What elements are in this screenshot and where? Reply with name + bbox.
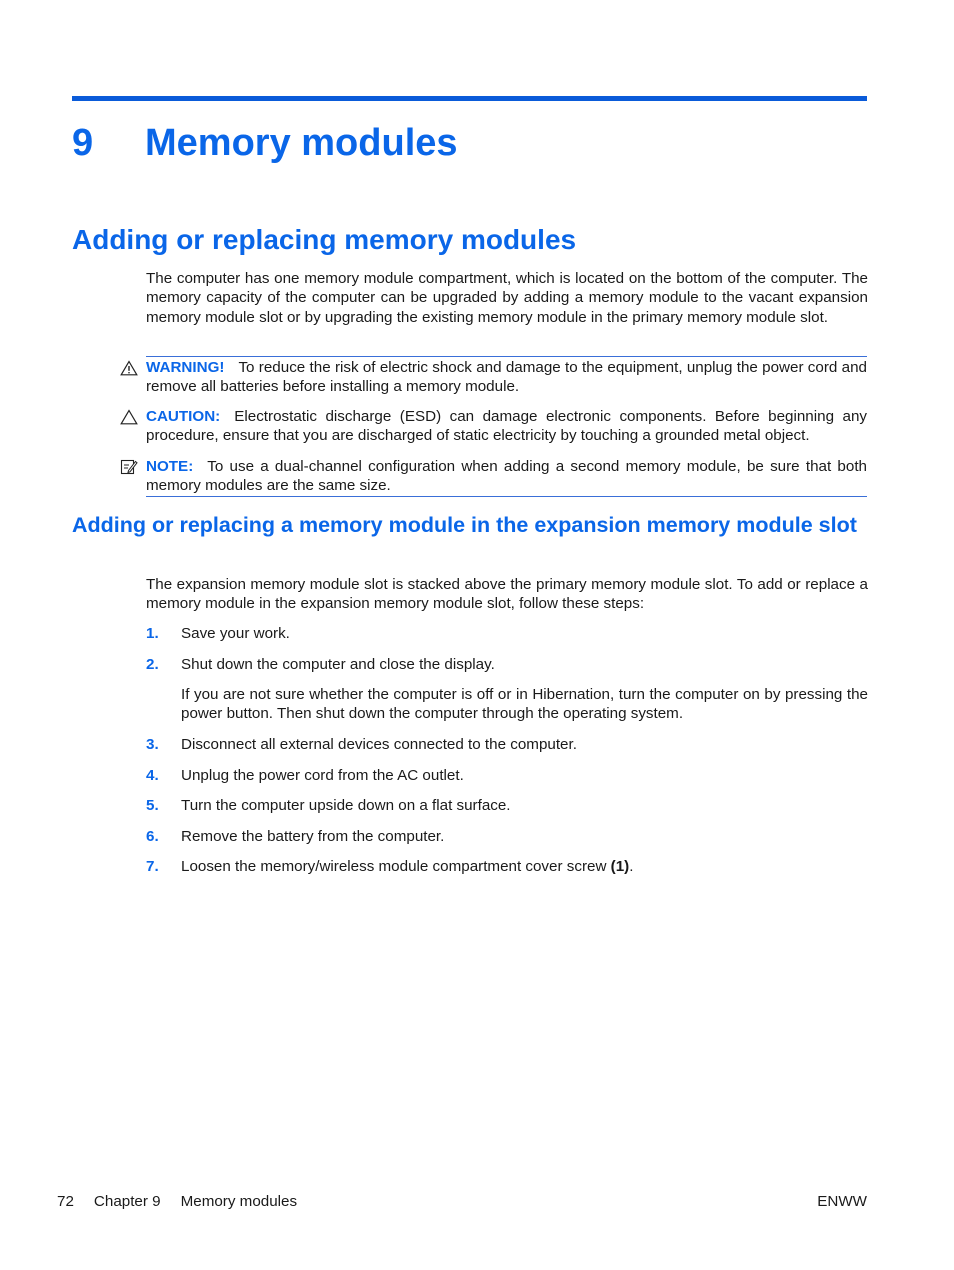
note-pencil-icon (120, 458, 138, 476)
step-text-tail: . (629, 858, 634, 876)
chapter-heading (72, 118, 458, 168)
footer-chapter-label: Chapter 9 (93, 1193, 161, 1210)
step-text: Loosen the memory/wireless module compartment cover screw (181, 858, 611, 876)
warning-label: WARNING! (146, 359, 225, 376)
chapter-number: 9 (72, 122, 94, 164)
step-item (146, 735, 868, 754)
step-item (146, 796, 868, 815)
warning-text: To reduce the risk of electric shock and damage to the equipment, unplug the power cord and remove all batteries before installing a memory module. (146, 359, 867, 396)
step-text: Remove the battery from the computer. (181, 827, 445, 845)
step-number: 5. (146, 797, 159, 815)
step-number: 4. (146, 766, 159, 784)
notice-top-rule (146, 356, 867, 357)
note-text: To use a dual-channel configuration when adding a second memory module, be sure that both memory modules are the same size. (146, 458, 867, 495)
step-text: Unplug the power cord from the AC outlet. (181, 766, 464, 784)
notice-bottom-rule (146, 496, 867, 497)
note-notice (146, 457, 867, 496)
footer-chapter-title: Memory modules (180, 1193, 298, 1210)
step-item (146, 827, 868, 846)
step-item (146, 624, 868, 643)
caution-triangle-icon (120, 409, 138, 425)
chapter-top-rule (72, 96, 867, 101)
subsection-intro: The expansion memory module slot is stacked above the primary memory module slot. To add or replace a memory module in the expansion memory module slot, follow these steps: (146, 576, 868, 613)
caution-label: CAUTION: (146, 408, 221, 425)
section-intro: The computer has one memory module compartment, which is located on the bottom of the computer. The memory capacity of the computer can be upgraded by adding a memory module to the vacant expansion memory module slot or by upgrading the existing memory module in the primary memory module slot. (146, 270, 868, 326)
step-number: 3. (146, 736, 159, 753)
warning-notice (146, 358, 867, 397)
footer-left (57, 1193, 317, 1210)
page-number: 72 (57, 1193, 74, 1210)
step-number: 6. (146, 827, 159, 845)
step-text: Shut down the computer and close the display. (181, 655, 495, 673)
step-text: Turn the computer upside down on a flat surface. (181, 797, 511, 815)
step-item (146, 857, 868, 876)
chapter-title: Memory modules (145, 122, 458, 164)
footer-code: ENWW (817, 1193, 867, 1210)
caution-notice (146, 407, 867, 446)
step-number: 1. (146, 625, 159, 642)
caution-text: Electrostatic discharge (ESD) can damage electronic components. Before beginning any procedure, ensure that you are discharged of static electricity by touching a grounded metal object. (146, 408, 867, 445)
section-heading: Adding or replacing memory modules (72, 224, 577, 255)
step-number: 2. (146, 655, 159, 673)
step-item (146, 655, 868, 724)
step-text: Save your work. (181, 625, 290, 642)
subsection-heading: Adding or replacing a memory module in the expansion memory module slot (72, 513, 857, 537)
step-extra-text: If you are not sure whether the computer is off or in Hibernation, turn the computer on by pressing the power button. Then shut down the computer through the operating system. (181, 686, 868, 723)
step-text: Disconnect all external devices connected to the computer. (181, 736, 577, 753)
note-label: NOTE: (146, 458, 194, 475)
step-number: 7. (146, 858, 159, 876)
step-item (146, 766, 868, 785)
warning-triangle-icon (120, 360, 138, 376)
steps-list (146, 624, 868, 888)
callout-number: (1) (610, 858, 630, 876)
